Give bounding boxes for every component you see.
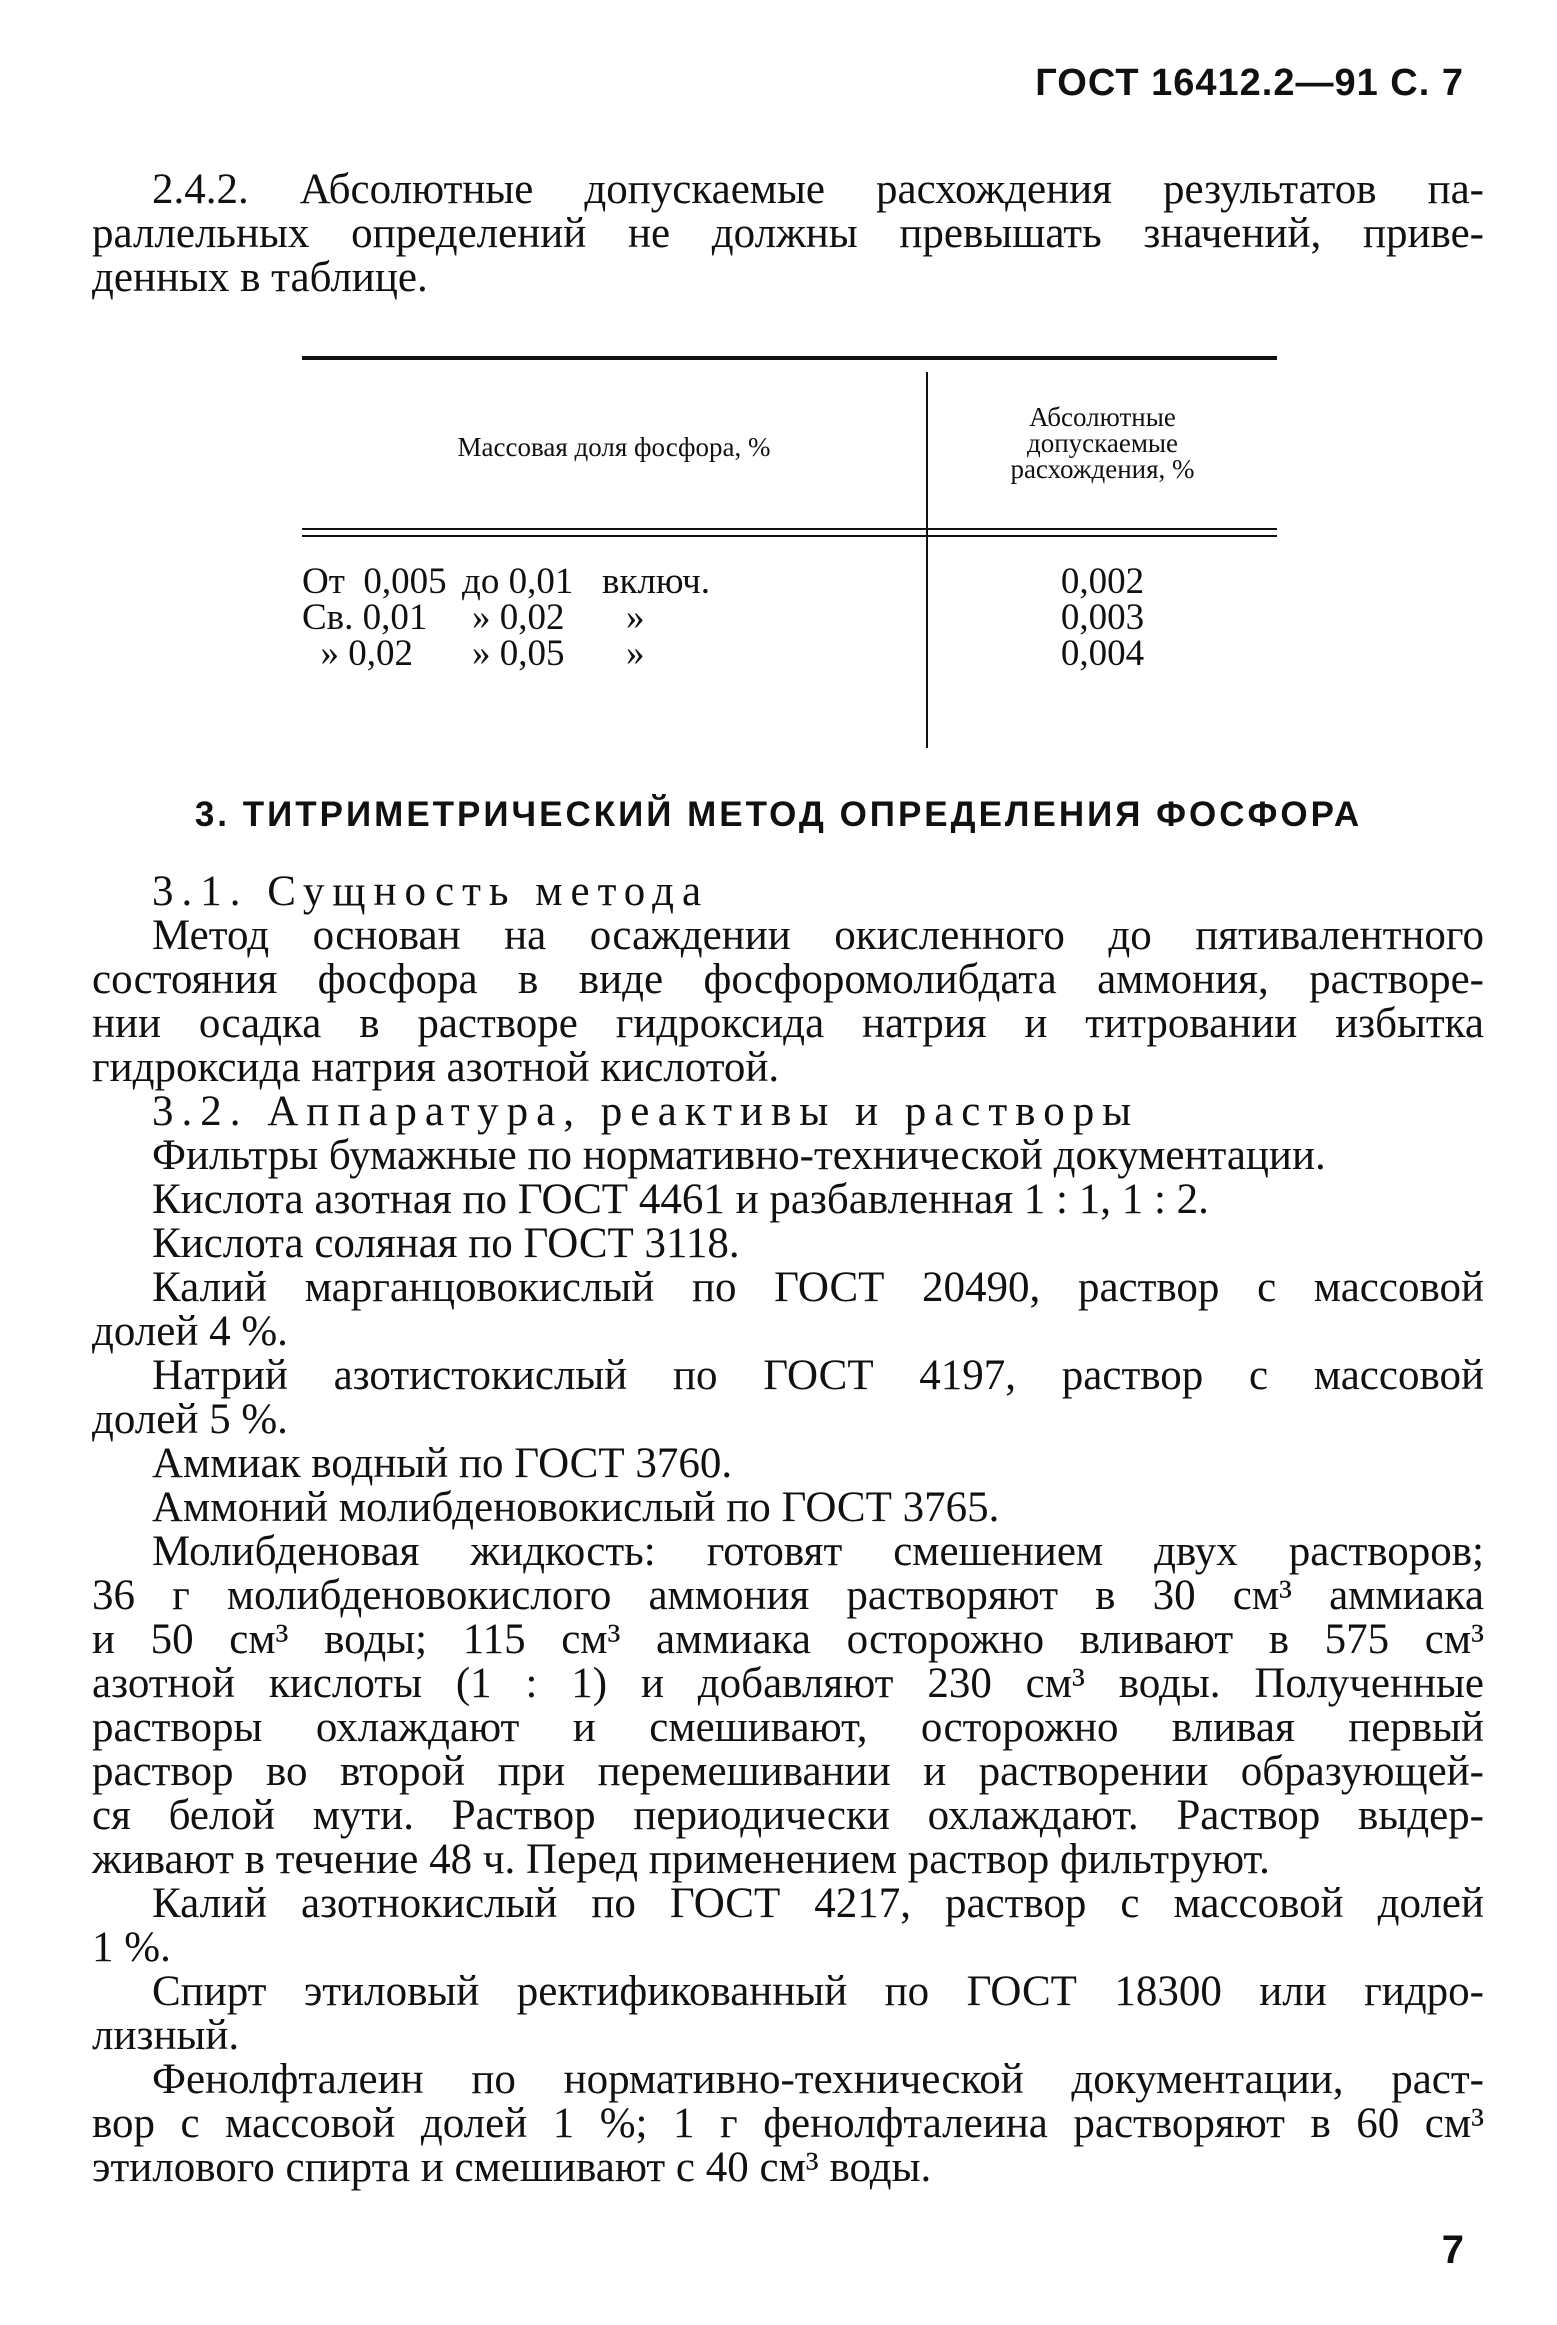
body-line: гидроксида натрия азотной кислотой. xyxy=(92,1044,780,1091)
reagent-item: Кислота азотная по ГОСТ 4461 и разбавленная 1 : 1, 1 : 2. xyxy=(152,1176,1209,1223)
molybdenum-liquid-line: Молибденовая жидкость: готовят смешением двух растворов; xyxy=(152,1528,1484,1575)
table-header-rule-double xyxy=(302,535,1277,537)
phenolphthalein-line: вор с массовой долей 1 %; 1 г фенолфталеина растворяют в 60 см³ xyxy=(92,2100,1484,2147)
table-cell-range-note: » xyxy=(626,633,645,674)
molybdenum-liquid-line: азотной кислоты (1 : 1) и добавляют 230 см³ воды. Полученные xyxy=(92,1660,1484,1707)
table-cell-range-note: » xyxy=(626,597,645,638)
reagent-item-cont: долей 5 %. xyxy=(92,1396,288,1443)
reagent-item-cont: долей 4 %. xyxy=(92,1308,288,1355)
reagent-item: Натрий азотистокислый по ГОСТ 4197, раствор с массовой xyxy=(152,1352,1484,1399)
table-cell-range-from: » 0,02 xyxy=(302,633,413,674)
table-cell-range-to: » 0,05 xyxy=(472,633,565,674)
page-number: 7 xyxy=(1441,2228,1464,2272)
reagent-item: Фильтры бумажные по нормативно-технической документации. xyxy=(152,1132,1326,1179)
section-3-body xyxy=(92,870,1484,2190)
table-cell-range-note: включ. xyxy=(602,561,711,602)
molybdenum-liquid-line: 36 г молибденовокислого аммония растворяют в 30 см³ аммиака xyxy=(92,1572,1484,1619)
intro-line: 2.4.2. Абсолютные допускаемые расхождения результатов па- xyxy=(152,166,1484,213)
table-header-rule xyxy=(302,528,1277,530)
molybdenum-liquid-line: и 50 см³ воды; 115 см³ аммиака осторожно вливают в 575 см³ xyxy=(92,1616,1484,1663)
phenolphthalein-line: этилового спирта и смешивают с 40 см³ воды. xyxy=(92,2144,932,2191)
intro-line: денных в таблице. xyxy=(92,254,428,301)
table-header-mass-fraction: Массовая доля фосфора, % xyxy=(457,432,771,462)
reagent-item: Аммиак водный по ГОСТ 3760. xyxy=(152,1440,733,1487)
intro-line: раллельных определений не должны превышать значений, приве- xyxy=(92,210,1484,257)
phenolphthalein-line: Фенолфталеин по нормативно-технической документации, раст- xyxy=(152,2056,1484,2103)
table-cell-range-to: до 0,01 xyxy=(462,561,574,602)
tolerance-table xyxy=(302,356,1277,748)
subsection-3-2-title: 3.2. Аппаратура, реактивы и растворы xyxy=(152,1088,1140,1135)
body-line: Метод основан на осаждении окисленного до пятивалентного xyxy=(152,912,1484,959)
subsection-3-1-title: 3.1. Сущность метода xyxy=(152,868,710,915)
page-header: ГОСТ 16412.2—91 С. 7 xyxy=(1035,62,1464,104)
reagent-item: Аммоний молибденовокислый по ГОСТ 3765. xyxy=(152,1484,1000,1531)
table-cell-value: 0,002 xyxy=(1060,561,1145,602)
section-3-title: 3. ТИТРИМЕТРИЧЕСКИЙ МЕТОД ОПРЕДЕЛЕНИЯ ФОСФОРА xyxy=(194,795,1363,834)
table-top-rule xyxy=(302,356,1277,360)
molybdenum-liquid-line: растворы охлаждают и смешивают, осторожно вливая первый xyxy=(92,1704,1484,1751)
molybdenum-liquid-line: ся белой мути. Раствор периодически охлаждают. Раствор выдер- xyxy=(92,1792,1484,1839)
table-cell-range-from: Св. 0,01 xyxy=(302,597,428,638)
reagent-item: Калий марганцовокислый по ГОСТ 20490, раствор с массовой xyxy=(152,1264,1484,1311)
table-header-tolerance-line: допускаемые xyxy=(1026,428,1179,458)
table-cell-range-from: От 0,005 xyxy=(302,561,447,602)
reagent-item: Калий азотнокислый по ГОСТ 4217, раствор с массовой долей xyxy=(152,1880,1484,1927)
reagent-item: Спирт этиловый ректификованный по ГОСТ 18300 или гидро- xyxy=(152,1968,1484,2015)
table-cell-value: 0,004 xyxy=(1060,633,1145,674)
table-header-tolerance xyxy=(928,404,1277,482)
molybdenum-liquid-line: живают в течение 48 ч. Перед применением раствор фильтруют. xyxy=(92,1836,1270,1883)
reagent-item-cont: 1 %. xyxy=(92,1924,171,1971)
reagent-item: Кислота соляная по ГОСТ 3118. xyxy=(152,1220,740,1267)
reagent-item-cont: лизный. xyxy=(92,2012,240,2059)
table-header-tolerance-line: Абсолютные xyxy=(1029,402,1176,432)
table-cell-range-to: » 0,02 xyxy=(472,597,565,638)
body-line: нии осадка в растворе гидроксида натрия и титровании избытка xyxy=(92,1000,1484,1047)
table-cell-value: 0,003 xyxy=(1060,597,1145,638)
intro-paragraph xyxy=(92,168,1484,300)
body-line: состояния фосфора в виде фосфоромолибдата аммония, растворе- xyxy=(92,956,1484,1003)
table-header-tolerance-line: расхождения, % xyxy=(1010,454,1195,484)
molybdenum-liquid-line: раствор во второй при перемешивании и растворении образующей- xyxy=(92,1748,1484,1795)
